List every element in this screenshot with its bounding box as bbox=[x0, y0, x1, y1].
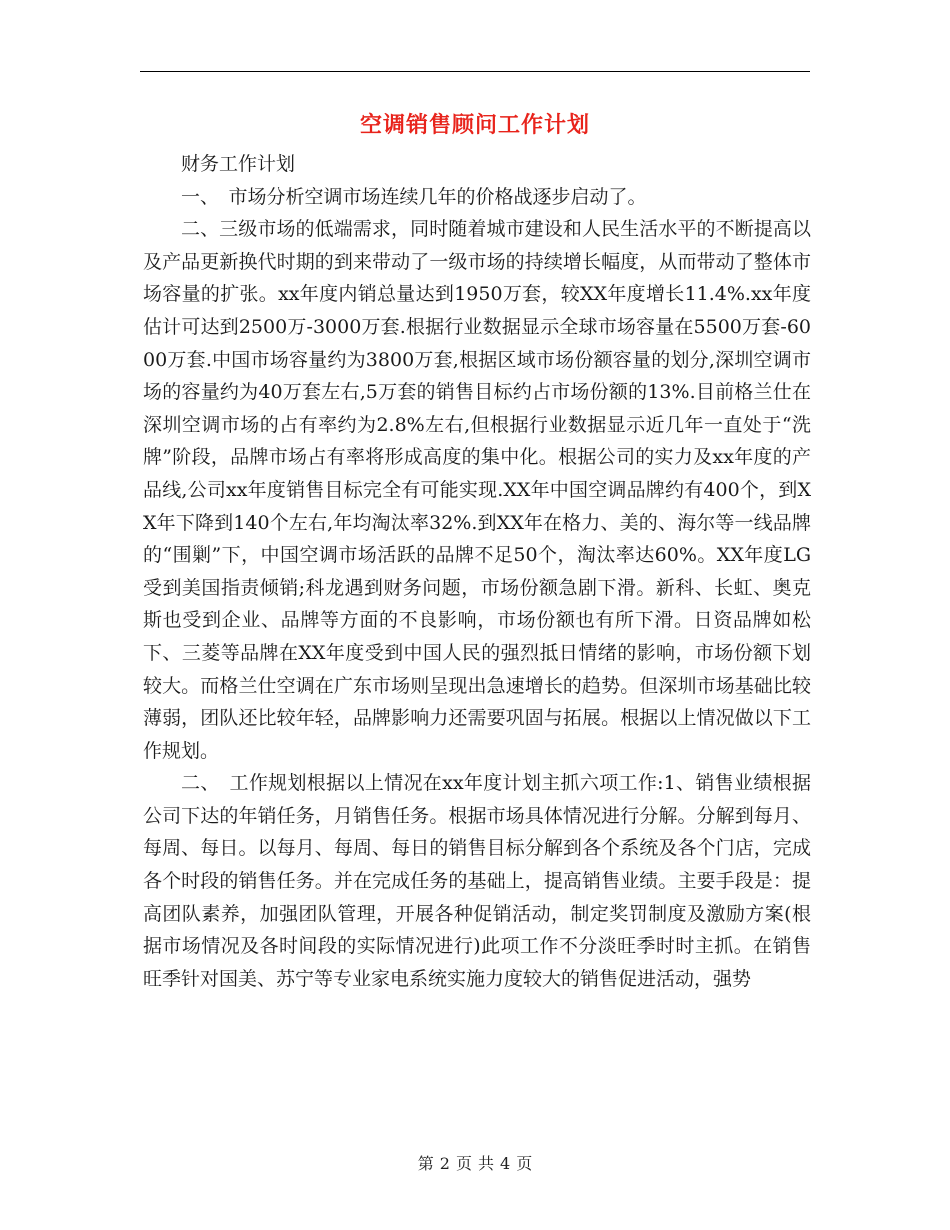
footer-total-word: 共 bbox=[478, 1154, 495, 1173]
footer-page-number: 2 bbox=[439, 1154, 450, 1173]
paragraph-market-analysis: 一、 市场分析空调市场连续几年的价格战逐步启动了。 bbox=[181, 185, 647, 208]
document-body bbox=[143, 148, 811, 995]
footer-page-word: 页 bbox=[455, 1154, 472, 1173]
paragraph-market-details: 二、三级市场的低端需求，同时随着城市建设和人民生活水平的不断提高以及产品更新换代时期的到来带动了一级市场的持续增长幅度，从而带动了整体市场容量的扩张。xx年度内销总量达到1950万套，较XX年度增长11.4%.xx年度估计可达到2500万-3000万套.根据行业数据显示全球市场容量在5500万套-6000万套.中国市场容量约为3800万套,根据区域市场份额容量的划分,深圳空调市场的容量约为40万套左右,5万套的销售目标约占市场份额的13%.目前格兰仕在深圳空调市场的占有率约为2.8%左右,但根据行业数据显示近几年一直处于“洗牌”阶段，品牌市场占有率将形成高度的集中化。根据公司的实力及xx年度的产品线,公司xx年度销售目标完全有可能实现.XX年中国空调品牌约有400个，到XX年下降到140个左右,年均淘汰率32%.到XX年在格力、美的、海尔等一线品牌的“围剿”下，中国空调市场活跃的品牌不足50个，淘汰率达60%。XX年度LG受到美国指责倾销;科龙遇到财务问题，市场份额急剧下滑。新科、长虹、奥克斯也受到企业、品牌等方面的不良影响，市场份额也有所下滑。日资品牌如松下、三菱等品牌在XX年度受到中国人民的强烈抵日情绪的影响，市场份额下划较大。而格兰仕空调在广东市场则呈现出急速增长的趋势。但深圳市场基础比较薄弱，团队还比较年轻，品牌影响力还需要巩固与拓展。根据以上情况做以下工作规划。 bbox=[143, 218, 811, 762]
page-footer bbox=[0, 1152, 950, 1176]
paragraph-section-heading: 财务工作计划 bbox=[181, 153, 296, 175]
footer-prefix: 第 bbox=[417, 1154, 434, 1173]
document-title: 空调销售顾问工作计划 bbox=[359, 112, 590, 138]
header-rule bbox=[140, 71, 810, 72]
footer-total-pages: 4 bbox=[500, 1154, 511, 1173]
paragraph-work-plan: 二、 工作规划根据以上情况在xx年度计划主抓六项工作:1、销售业绩根据公司下达的年销任务，月销售任务。根据市场具体情况进行分解。分解到每月、每周、每日。以每月、每周、每日的销售目标分解到各个系统及各个门店，完成各个时段的销售任务。并在完成任务的基础上，提高销售业绩。主要手段是：提高团队素养，加强团队管理，开展各种促销活动，制定奖罚制度及激励方案(根据市场情况及各时间段的实际情况进行)此项工作不分淡旺季时时主抓。在销售旺季针对国美、苏宁等专业家电系统实施力度较大的销售促进活动，强势 bbox=[143, 772, 811, 990]
footer-suffix: 页 bbox=[516, 1154, 533, 1173]
